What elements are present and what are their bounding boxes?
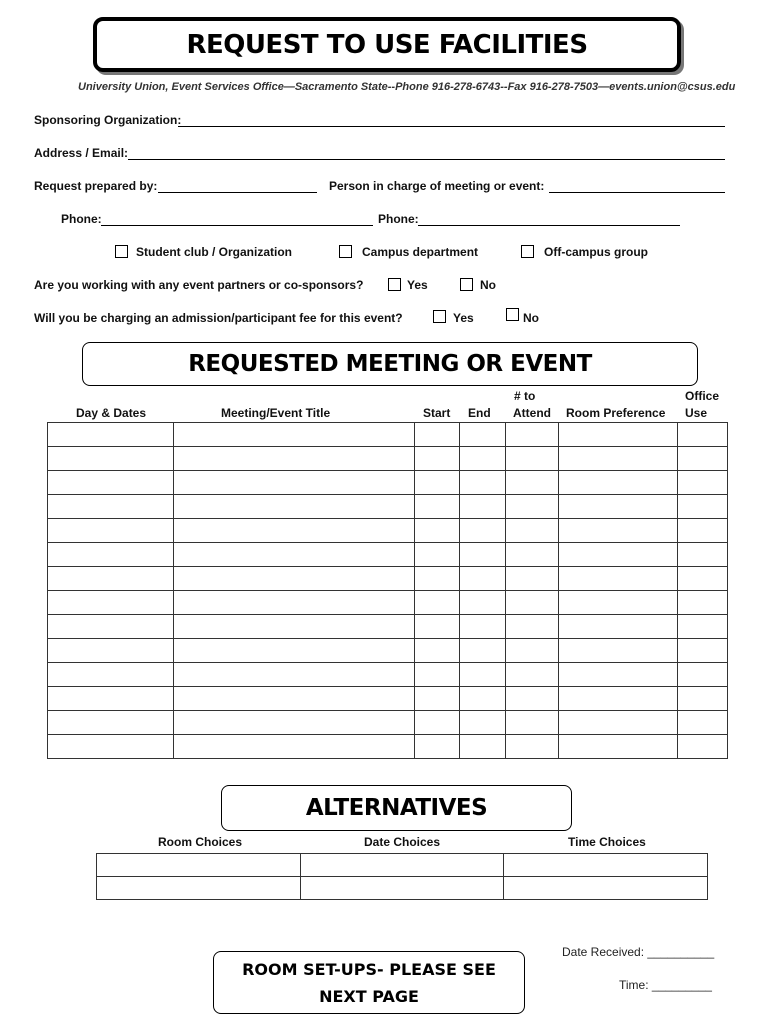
- event-cell-event-title[interactable]: [173, 567, 415, 591]
- event-cell-event-title[interactable]: [173, 639, 415, 663]
- event-row: [48, 687, 728, 711]
- event-cell-attend[interactable]: [506, 567, 559, 591]
- col-date-choices: Date Choices: [364, 835, 441, 849]
- campus-department-label: Campus department: [362, 245, 479, 259]
- event-cell-event-title[interactable]: [173, 543, 415, 567]
- alternatives-title: ALTERNATIVES: [305, 795, 488, 821]
- alternatives-header-box: [221, 785, 572, 831]
- col-office-line1: Office: [685, 389, 720, 403]
- event-row: [48, 519, 728, 543]
- partners-yes-checkbox[interactable]: [388, 278, 401, 291]
- event-cell-start[interactable]: [415, 447, 460, 471]
- event-cell-start[interactable]: [415, 495, 460, 519]
- event-cell-day-dates[interactable]: [48, 471, 174, 495]
- phone2-label: Phone:: [378, 212, 419, 226]
- event-cell-room-preference[interactable]: [559, 639, 678, 663]
- event-cell-office-use[interactable]: [678, 687, 728, 711]
- event-cell-day-dates[interactable]: [48, 519, 174, 543]
- event-cell-office-use[interactable]: [678, 423, 728, 447]
- event-cell-office-use[interactable]: [678, 591, 728, 615]
- sponsoring-org-field[interactable]: [178, 126, 725, 127]
- sponsoring-org-label: Sponsoring Organization:: [34, 113, 182, 127]
- event-cell-end[interactable]: [460, 423, 506, 447]
- time-received[interactable]: Time: _________: [619, 978, 712, 992]
- event-cell-day-dates[interactable]: [48, 567, 174, 591]
- col-attend-line1: # to: [514, 389, 536, 403]
- alt-cell-time-choice[interactable]: [504, 854, 708, 877]
- event-table: [47, 422, 728, 759]
- event-cell-attend[interactable]: [506, 639, 559, 663]
- event-row: [48, 735, 728, 759]
- event-cell-room-preference[interactable]: [559, 423, 678, 447]
- event-cell-end[interactable]: [460, 615, 506, 639]
- event-cell-day-dates[interactable]: [48, 687, 174, 711]
- event-cell-event-title[interactable]: [173, 687, 415, 711]
- student-club-checkbox[interactable]: [115, 245, 128, 258]
- event-cell-office-use[interactable]: [678, 567, 728, 591]
- event-cell-office-use[interactable]: [678, 471, 728, 495]
- event-cell-end[interactable]: [460, 639, 506, 663]
- event-cell-start[interactable]: [415, 735, 460, 759]
- event-cell-attend[interactable]: [506, 735, 559, 759]
- event-cell-event-title[interactable]: [173, 423, 415, 447]
- contact-info: University Union, Event Services Office—Sacramento State--Phone 916-278-6743--Fax 916-278-7503—events.union@csus.edu: [78, 81, 736, 93]
- event-cell-room-preference[interactable]: [559, 471, 678, 495]
- event-cell-room-preference[interactable]: [559, 687, 678, 711]
- event-cell-attend[interactable]: [506, 591, 559, 615]
- event-cell-office-use[interactable]: [678, 735, 728, 759]
- col-start: Start: [423, 406, 451, 420]
- event-cell-event-title[interactable]: [173, 495, 415, 519]
- event-row: [48, 663, 728, 687]
- col-room-preference: Room Preference: [566, 406, 666, 420]
- event-cell-event-title[interactable]: [173, 735, 415, 759]
- event-cell-day-dates[interactable]: [48, 591, 174, 615]
- event-cell-office-use[interactable]: [678, 639, 728, 663]
- event-cell-end[interactable]: [460, 711, 506, 735]
- event-cell-start[interactable]: [415, 663, 460, 687]
- event-cell-room-preference[interactable]: [559, 735, 678, 759]
- alternatives-row: [97, 877, 708, 900]
- person-in-charge-field[interactable]: [549, 192, 725, 193]
- event-cell-room-preference[interactable]: [559, 663, 678, 687]
- event-cell-room-preference[interactable]: [559, 711, 678, 735]
- event-cell-event-title[interactable]: [173, 471, 415, 495]
- event-cell-end[interactable]: [460, 687, 506, 711]
- col-event-title: Meeting/Event Title: [221, 406, 331, 420]
- partners-no-checkbox[interactable]: [460, 278, 473, 291]
- event-row: [48, 543, 728, 567]
- event-cell-room-preference[interactable]: [559, 615, 678, 639]
- event-cell-start[interactable]: [415, 615, 460, 639]
- event-row: [48, 495, 728, 519]
- event-cell-start[interactable]: [415, 543, 460, 567]
- col-day-dates: Day & Dates: [76, 406, 147, 420]
- event-cell-office-use[interactable]: [678, 543, 728, 567]
- event-cell-day-dates[interactable]: [48, 711, 174, 735]
- address-email-label: Address / Email:: [34, 146, 129, 160]
- event-cell-attend[interactable]: [506, 543, 559, 567]
- col-time-choices: Time Choices: [568, 835, 646, 849]
- fee-question: Will you be charging an admission/participant fee for this event?: [34, 311, 403, 325]
- event-cell-room-preference[interactable]: [559, 519, 678, 543]
- student-club-label: Student club / Organization: [136, 245, 292, 259]
- event-row: [48, 423, 728, 447]
- event-cell-start[interactable]: [415, 639, 460, 663]
- phone2-field[interactable]: [418, 225, 680, 226]
- event-cell-event-title[interactable]: [173, 663, 415, 687]
- event-cell-attend[interactable]: [506, 447, 559, 471]
- event-cell-day-dates[interactable]: [48, 423, 174, 447]
- event-row: [48, 591, 728, 615]
- event-cell-start[interactable]: [415, 567, 460, 591]
- event-row: [48, 567, 728, 591]
- event-cell-room-preference[interactable]: [559, 447, 678, 471]
- event-cell-end[interactable]: [460, 591, 506, 615]
- event-cell-office-use[interactable]: [678, 495, 728, 519]
- event-cell-start[interactable]: [415, 471, 460, 495]
- event-row: [48, 639, 728, 663]
- event-cell-day-dates[interactable]: [48, 639, 174, 663]
- col-attend-line2: Attend: [513, 406, 551, 420]
- event-row: [48, 471, 728, 495]
- room-setups-line1: ROOM SET-UPS- PLEASE SEE: [242, 959, 496, 979]
- campus-department-checkbox[interactable]: [339, 245, 352, 258]
- event-cell-end[interactable]: [460, 735, 506, 759]
- partners-no-label: No: [480, 278, 496, 292]
- event-cell-start[interactable]: [415, 423, 460, 447]
- room-setups-line2: NEXT PAGE: [319, 986, 419, 1006]
- event-cell-attend[interactable]: [506, 495, 559, 519]
- col-end: End: [468, 406, 491, 420]
- phone1-label: Phone:: [61, 212, 102, 226]
- event-cell-day-dates[interactable]: [48, 495, 174, 519]
- event-cell-attend[interactable]: [506, 663, 559, 687]
- event-cell-event-title[interactable]: [173, 447, 415, 471]
- col-office-line2: Use: [685, 406, 708, 420]
- off-campus-group-checkbox[interactable]: [521, 245, 534, 258]
- event-cell-attend[interactable]: [506, 687, 559, 711]
- event-cell-room-preference[interactable]: [559, 567, 678, 591]
- event-row: [48, 711, 728, 735]
- event-cell-day-dates[interactable]: [48, 615, 174, 639]
- form-title: REQUEST TO USE FACILITIES: [186, 29, 588, 60]
- event-cell-room-preference[interactable]: [559, 591, 678, 615]
- event-cell-event-title[interactable]: [173, 615, 415, 639]
- requested-event-header-box: [82, 342, 698, 386]
- partners-yes-label: Yes: [407, 278, 428, 292]
- event-cell-attend[interactable]: [506, 711, 559, 735]
- alt-cell-date-choice[interactable]: [300, 854, 504, 877]
- event-cell-end[interactable]: [460, 519, 506, 543]
- event-cell-day-dates[interactable]: [48, 663, 174, 687]
- event-cell-office-use[interactable]: [678, 615, 728, 639]
- event-cell-attend[interactable]: [506, 615, 559, 639]
- event-cell-end[interactable]: [460, 567, 506, 591]
- fee-no-checkbox[interactable]: [506, 308, 519, 321]
- event-cell-day-dates[interactable]: [48, 447, 174, 471]
- event-row: [48, 615, 728, 639]
- event-cell-event-title[interactable]: [173, 519, 415, 543]
- event-cell-start[interactable]: [415, 711, 460, 735]
- phone1-field[interactable]: [101, 225, 373, 226]
- alt-cell-time-choice[interactable]: [504, 877, 708, 900]
- room-setups-box: [213, 951, 525, 1014]
- event-cell-end[interactable]: [460, 663, 506, 687]
- request-prepared-label: Request prepared by:: [34, 179, 158, 193]
- date-received[interactable]: Date Received: __________: [562, 945, 715, 959]
- fee-yes-checkbox[interactable]: [433, 310, 446, 323]
- alt-cell-room-choice[interactable]: [97, 877, 301, 900]
- event-cell-start[interactable]: [415, 591, 460, 615]
- event-cell-event-title[interactable]: [173, 591, 415, 615]
- request-prepared-field[interactable]: [158, 192, 317, 193]
- event-cell-day-dates[interactable]: [48, 543, 174, 567]
- col-room-choices: Room Choices: [158, 835, 243, 849]
- fee-no-label: No: [523, 311, 539, 325]
- event-cell-event-title[interactable]: [173, 711, 415, 735]
- partners-question: Are you working with any event partners or co-sponsors?: [34, 278, 364, 292]
- form-title-box: [93, 17, 681, 72]
- event-cell-office-use[interactable]: [678, 447, 728, 471]
- person-in-charge-label: Person in charge of meeting or event:: [329, 179, 545, 193]
- alt-cell-room-choice[interactable]: [97, 854, 301, 877]
- requested-event-title: REQUESTED MEETING OR EVENT: [188, 351, 592, 377]
- event-cell-attend[interactable]: [506, 471, 559, 495]
- event-cell-room-preference[interactable]: [559, 543, 678, 567]
- event-cell-end[interactable]: [460, 543, 506, 567]
- event-cell-attend[interactable]: [506, 519, 559, 543]
- alternatives-table: [96, 853, 708, 900]
- event-cell-office-use[interactable]: [678, 519, 728, 543]
- event-cell-start[interactable]: [415, 687, 460, 711]
- event-cell-attend[interactable]: [506, 423, 559, 447]
- alt-cell-date-choice[interactable]: [300, 877, 504, 900]
- alternatives-row: [97, 854, 708, 877]
- event-cell-end[interactable]: [460, 495, 506, 519]
- event-cell-office-use[interactable]: [678, 711, 728, 735]
- event-cell-start[interactable]: [415, 519, 460, 543]
- event-cell-end[interactable]: [460, 471, 506, 495]
- off-campus-group-label: Off-campus group: [544, 245, 648, 259]
- fee-yes-label: Yes: [453, 311, 474, 325]
- event-cell-office-use[interactable]: [678, 663, 728, 687]
- event-cell-day-dates[interactable]: [48, 735, 174, 759]
- address-email-field[interactable]: [128, 159, 725, 160]
- event-row: [48, 447, 728, 471]
- event-cell-end[interactable]: [460, 447, 506, 471]
- event-cell-room-preference[interactable]: [559, 495, 678, 519]
